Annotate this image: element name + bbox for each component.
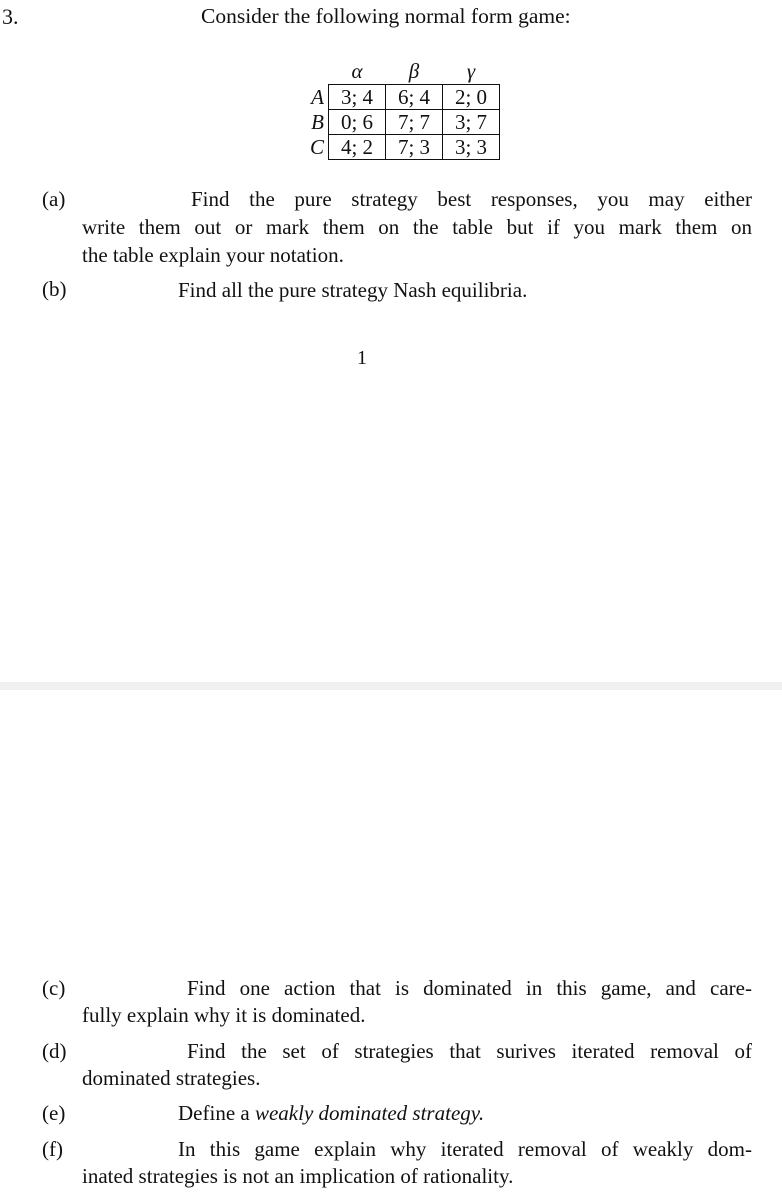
column-label: β	[408, 59, 420, 83]
item-c-text-line1: Find one action that is dominated in this game, and care-	[187, 976, 752, 1000]
item-e-emphasis: weakly dominated strategy.	[254, 1101, 485, 1125]
item-a-text-rest	[82, 213, 752, 269]
item-a-text-line2: write them out or mark them on the table but if you mark them on	[82, 215, 752, 239]
item-e-label: (e)	[42, 1101, 66, 1125]
page-number: 1	[357, 347, 367, 369]
page-divider	[0, 682, 782, 690]
item-b-text: Find all the pure strategy Nash equilibria.	[178, 278, 528, 302]
item-d-text-line2: dominated strategies.	[82, 1066, 261, 1090]
payoff-cell: 7; 7	[386, 110, 443, 135]
item-f-text-line1: In this game explain why iterated removal of weakly dom-	[178, 1137, 752, 1161]
row-label: C	[309, 135, 324, 159]
item-e-prefix: Define a	[178, 1101, 255, 1125]
payoff-cell: 3; 4	[329, 85, 386, 110]
item-e-text	[178, 1099, 484, 1127]
column-header-row	[290, 58, 500, 85]
payoff-cell: 2; 0	[443, 85, 500, 110]
item-b-label: (b)	[42, 277, 67, 301]
column-label: α	[351, 59, 363, 83]
payoff-cell: 3; 7	[443, 110, 500, 135]
payoff-cell: 3; 3	[443, 135, 500, 160]
column-label: γ	[466, 59, 476, 83]
item-a-text-line1: Find the pure strategy best responses, you may either	[191, 187, 752, 211]
payoff-matrix	[290, 58, 500, 160]
payoff-cell: 6; 4	[386, 85, 443, 110]
item-f-text-line2: inated strategies is not an implication of rationality.	[82, 1164, 514, 1188]
item-d-label: (d)	[42, 1039, 67, 1063]
question-number: 3.	[2, 4, 19, 29]
question-intro: Consider the following normal form game:	[201, 4, 571, 28]
payoff-cell: 4; 2	[329, 135, 386, 160]
payoff-cell: 7; 3	[386, 135, 443, 160]
row-label: B	[311, 110, 324, 134]
table-row	[290, 135, 500, 160]
item-a-text-line3: the table explain your notation.	[82, 243, 344, 267]
item-d-text-line1: Find the set of strategies that surives iterated removal of	[187, 1039, 752, 1063]
item-c-label: (c)	[42, 976, 66, 1000]
payoff-table	[290, 58, 500, 160]
row-label: A	[311, 85, 324, 109]
table-row	[290, 85, 500, 110]
item-f-label: (f)	[42, 1137, 63, 1161]
item-c-text-line2: fully explain why it is dominated.	[82, 1003, 366, 1027]
table-row	[290, 110, 500, 135]
payoff-cell: 0; 6	[329, 110, 386, 135]
item-a-label: (a)	[42, 187, 66, 211]
